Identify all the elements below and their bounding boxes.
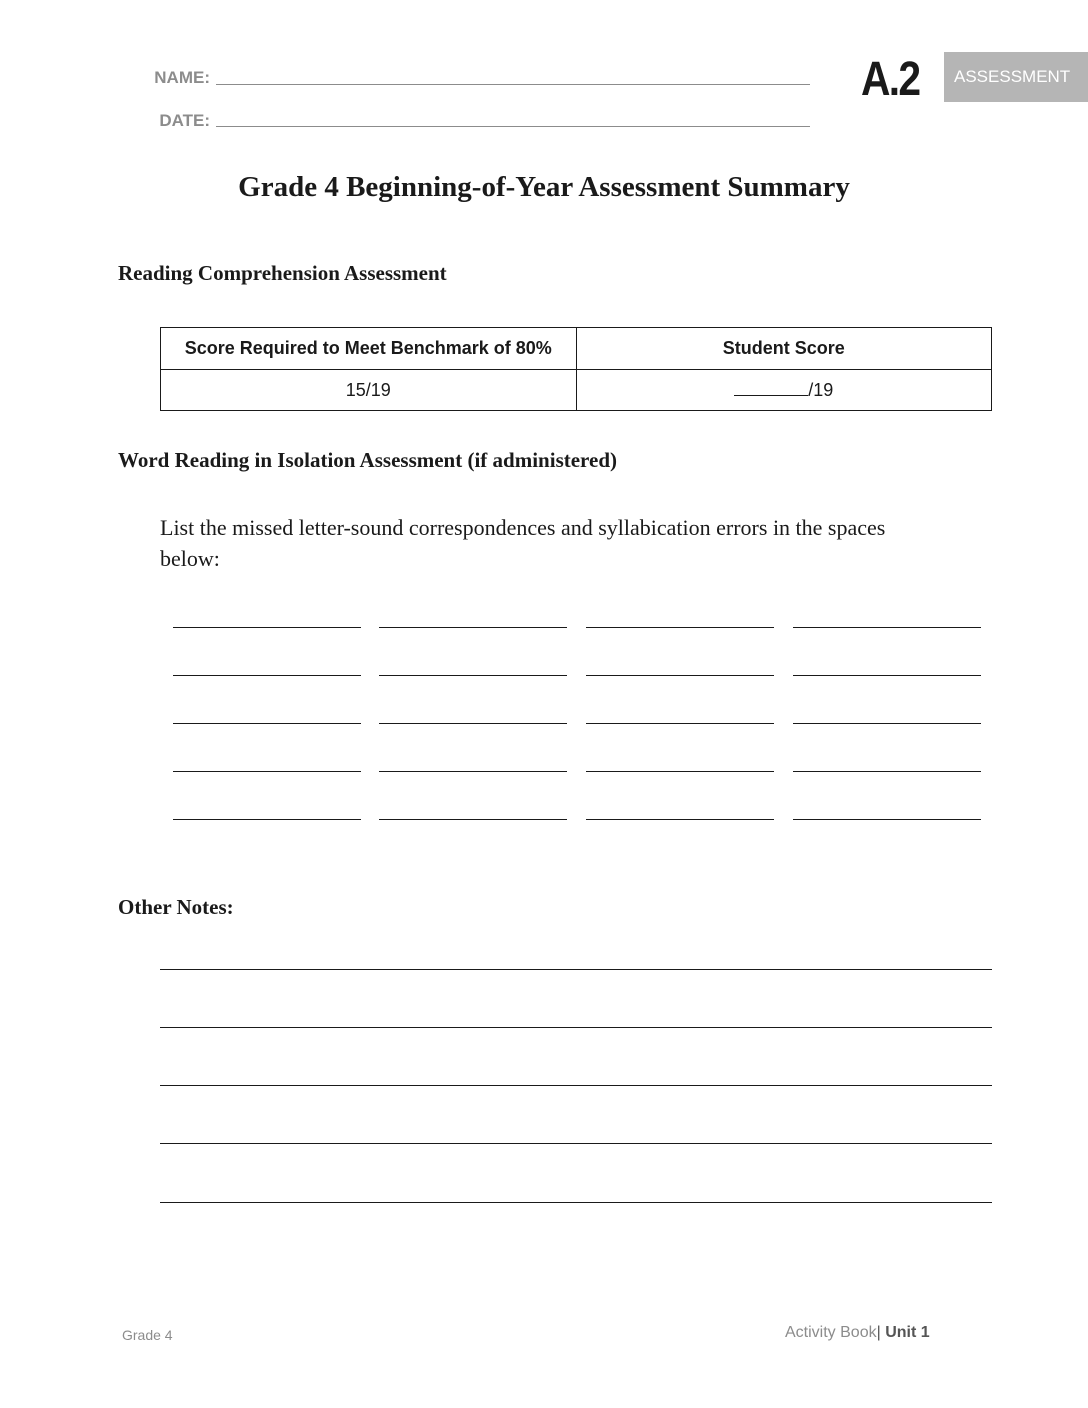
error-line[interactable] <box>793 627 981 628</box>
error-line[interactable] <box>173 627 361 628</box>
notes-line[interactable] <box>160 1143 992 1144</box>
error-line[interactable] <box>586 723 774 724</box>
error-line[interactable] <box>793 771 981 772</box>
date-field[interactable] <box>216 126 810 127</box>
error-line[interactable] <box>793 819 981 820</box>
footer-unit: Unit 1 <box>885 1324 930 1341</box>
error-line[interactable] <box>173 675 361 676</box>
name-label: NAME: <box>154 68 210 87</box>
page-title: Grade 4 Beginning-of-Year Assessment Summary <box>238 171 850 203</box>
notes-line[interactable] <box>160 969 992 970</box>
error-line[interactable] <box>586 627 774 628</box>
error-line[interactable] <box>173 771 361 772</box>
footer-separator: | <box>876 1324 881 1341</box>
error-line[interactable] <box>173 723 361 724</box>
error-line[interactable] <box>793 675 981 676</box>
table-row <box>161 370 992 411</box>
error-line[interactable] <box>586 819 774 820</box>
error-line[interactable] <box>586 771 774 772</box>
benchmark-table <box>160 327 992 411</box>
name-field[interactable] <box>216 84 810 85</box>
notes-line[interactable] <box>160 1027 992 1028</box>
assessment-tag: ASSESSMENT <box>944 52 1088 102</box>
footer-book-unit <box>785 1324 930 1342</box>
student-score-blank[interactable] <box>734 381 808 396</box>
footer-book: Activity Book <box>785 1324 877 1341</box>
activity-code: A.2 <box>861 53 920 106</box>
student-score-suffix: /19 <box>808 379 834 400</box>
error-line[interactable] <box>379 627 567 628</box>
date-label: DATE: <box>159 111 210 130</box>
notes-line[interactable] <box>160 1085 992 1086</box>
col-header-required: Score Required to Meet Benchmark of 80% <box>161 328 577 370</box>
instructions: List the missed letter-sound correspondences and syllabication errors in the spaces below: <box>160 515 886 571</box>
table-header-row <box>161 328 992 370</box>
notes-line[interactable] <box>160 1202 992 1203</box>
required-score: 15/19 <box>161 370 577 411</box>
error-line[interactable] <box>173 819 361 820</box>
error-line[interactable] <box>586 675 774 676</box>
notes-heading: Other Notes: <box>118 895 234 919</box>
col-header-student: Student Score <box>576 328 992 370</box>
reading-heading: Reading Comprehension Assessment <box>118 261 447 285</box>
error-line[interactable] <box>379 675 567 676</box>
word-reading-heading: Word Reading in Isolation Assessment (if administered) <box>118 448 617 472</box>
footer-grade: Grade 4 <box>122 1327 173 1343</box>
student-score-cell <box>576 370 992 411</box>
error-line[interactable] <box>793 723 981 724</box>
error-line[interactable] <box>379 723 567 724</box>
error-line[interactable] <box>379 819 567 820</box>
error-line[interactable] <box>379 771 567 772</box>
